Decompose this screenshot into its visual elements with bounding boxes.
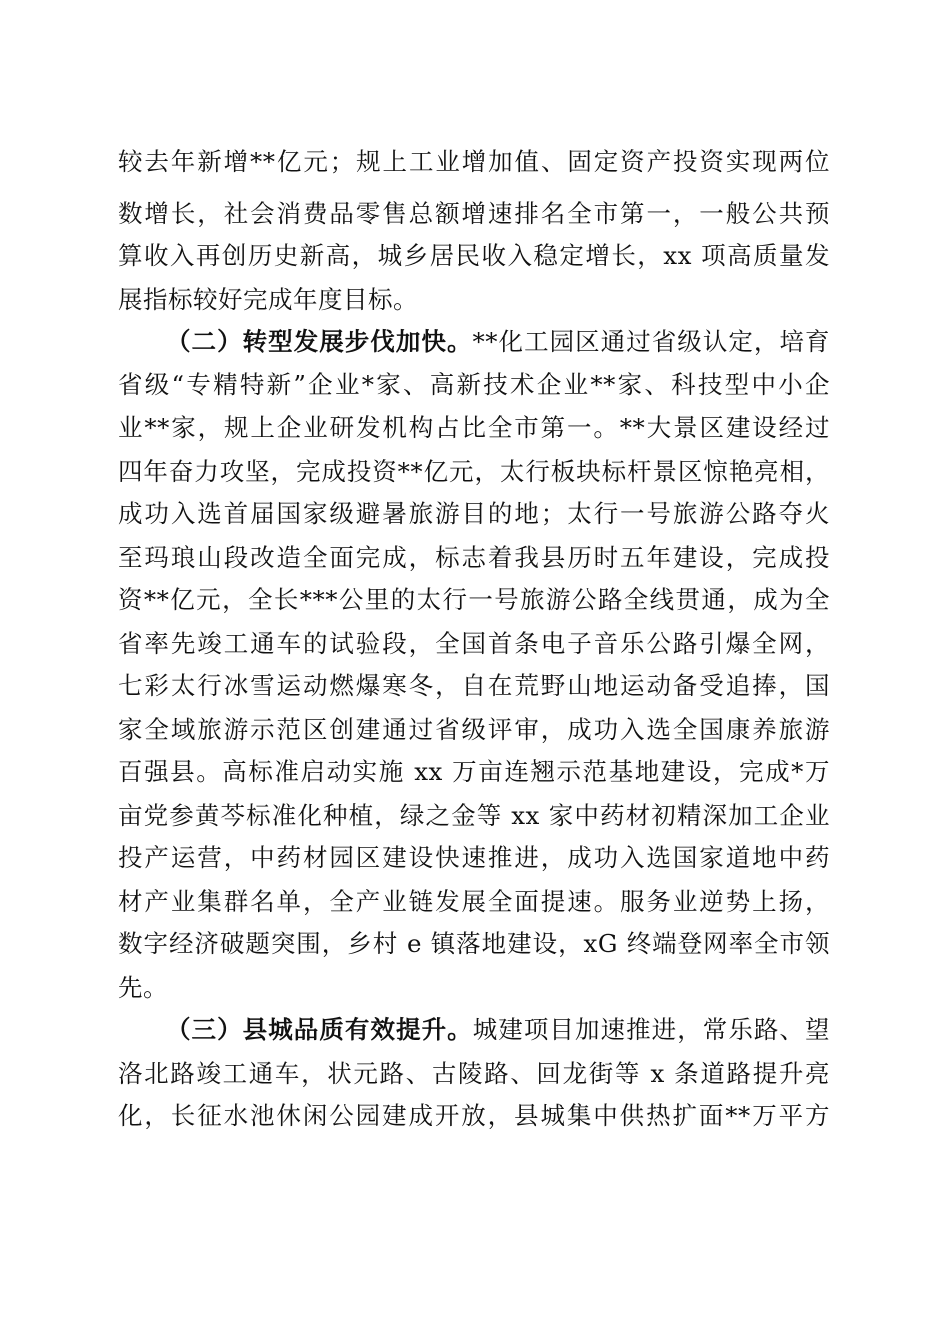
paragraph-2-line-3: 业**家，规上企业研发机构占比全市第一。**大景区建设经过 [118,413,830,442]
paragraph-1-line-3: 算收入再创历史新高，城乡居民收入稳定增长，xx 项高质量发 [118,241,830,270]
paragraph-2-first-line [166,325,830,359]
paragraph-1-line-1: 较去年新增**亿元；规上工业增加值、固定资产投资实现两位 [118,147,830,176]
paragraph-2-line-2: 省级“专精特新”企业*家、高新技术企业**家、科技型中小企 [118,370,830,399]
paragraph-3-line-2: 洛北路竣工通车，状元路、古陵路、回龙街等 x 条道路提升亮 [118,1059,830,1088]
paragraph-2-line-11: 百强县。高标准启动实施 xx 万亩连翘示范基地建设，完成*万 [118,757,830,786]
section-heading-3: （三）县城品质有效提升。 [166,1015,473,1044]
paragraph-2-line-13: 投产运营，中药材园区建设快速推进，成功入选国家道地中药 [118,843,830,872]
paragraph-2-line-16: 先。 [118,973,168,1002]
section-heading-2: （二）转型发展步伐加快。 [166,327,473,356]
paragraph-2-line-8: 省率先竣工通车的试验段，全国首条电子音乐公路引爆全网， [118,629,830,658]
paragraph-3-line-3: 化，长征水池休闲公园建成开放，县城集中供热扩面**万平方 [118,1101,830,1130]
paragraph-2-line-5: 成功入选首届国家级避暑旅游目的地；太行一号旅游公路夺火 [118,499,830,528]
paragraph-2-line-6: 至玛琅山段改造全面完成，标志着我县历时五年建设，完成投 [118,543,830,572]
paragraph-2-line-14: 材产业集群名单，全产业链发展全面提速。服务业逆势上扬， [118,887,830,916]
paragraph-2-line-9: 七彩太行冰雪运动燃爆寒冬，自在荒野山地运动备受追捧，国 [118,671,830,700]
paragraph-2-first-line-rest: **化工园区通过省级认定，培育 [472,327,831,356]
paragraph-3-first-line [166,1013,830,1047]
paragraph-2-line-7: 资**亿元，全长***公里的太行一号旅游公路全线贯通，成为全 [118,585,830,614]
paragraph-2-line-15: 数字经济破题突围，乡村 e 镇落地建设，xG 终端登网率全市领 [118,929,830,958]
paragraph-1-line-4: 展指标较好完成年度目标。 [118,285,418,314]
paragraph-1-line-2: 数增长，社会消费品零售总额增速排名全市第一，一般公共预 [118,199,830,228]
paragraph-2-line-4: 四年奋力攻坚，完成投资**亿元，太行板块标杆景区惊艳亮相， [118,457,830,486]
paragraph-2-line-12: 亩党参黄芩标准化种植，绿之金等 xx 家中药材初精深加工企业 [118,801,830,830]
paragraph-3-first-line-rest: 城建项目加速推进，常乐路、望 [472,1015,830,1044]
paragraph-2-line-10: 家全域旅游示范区创建通过省级评审，成功入选全国康养旅游 [118,715,830,744]
